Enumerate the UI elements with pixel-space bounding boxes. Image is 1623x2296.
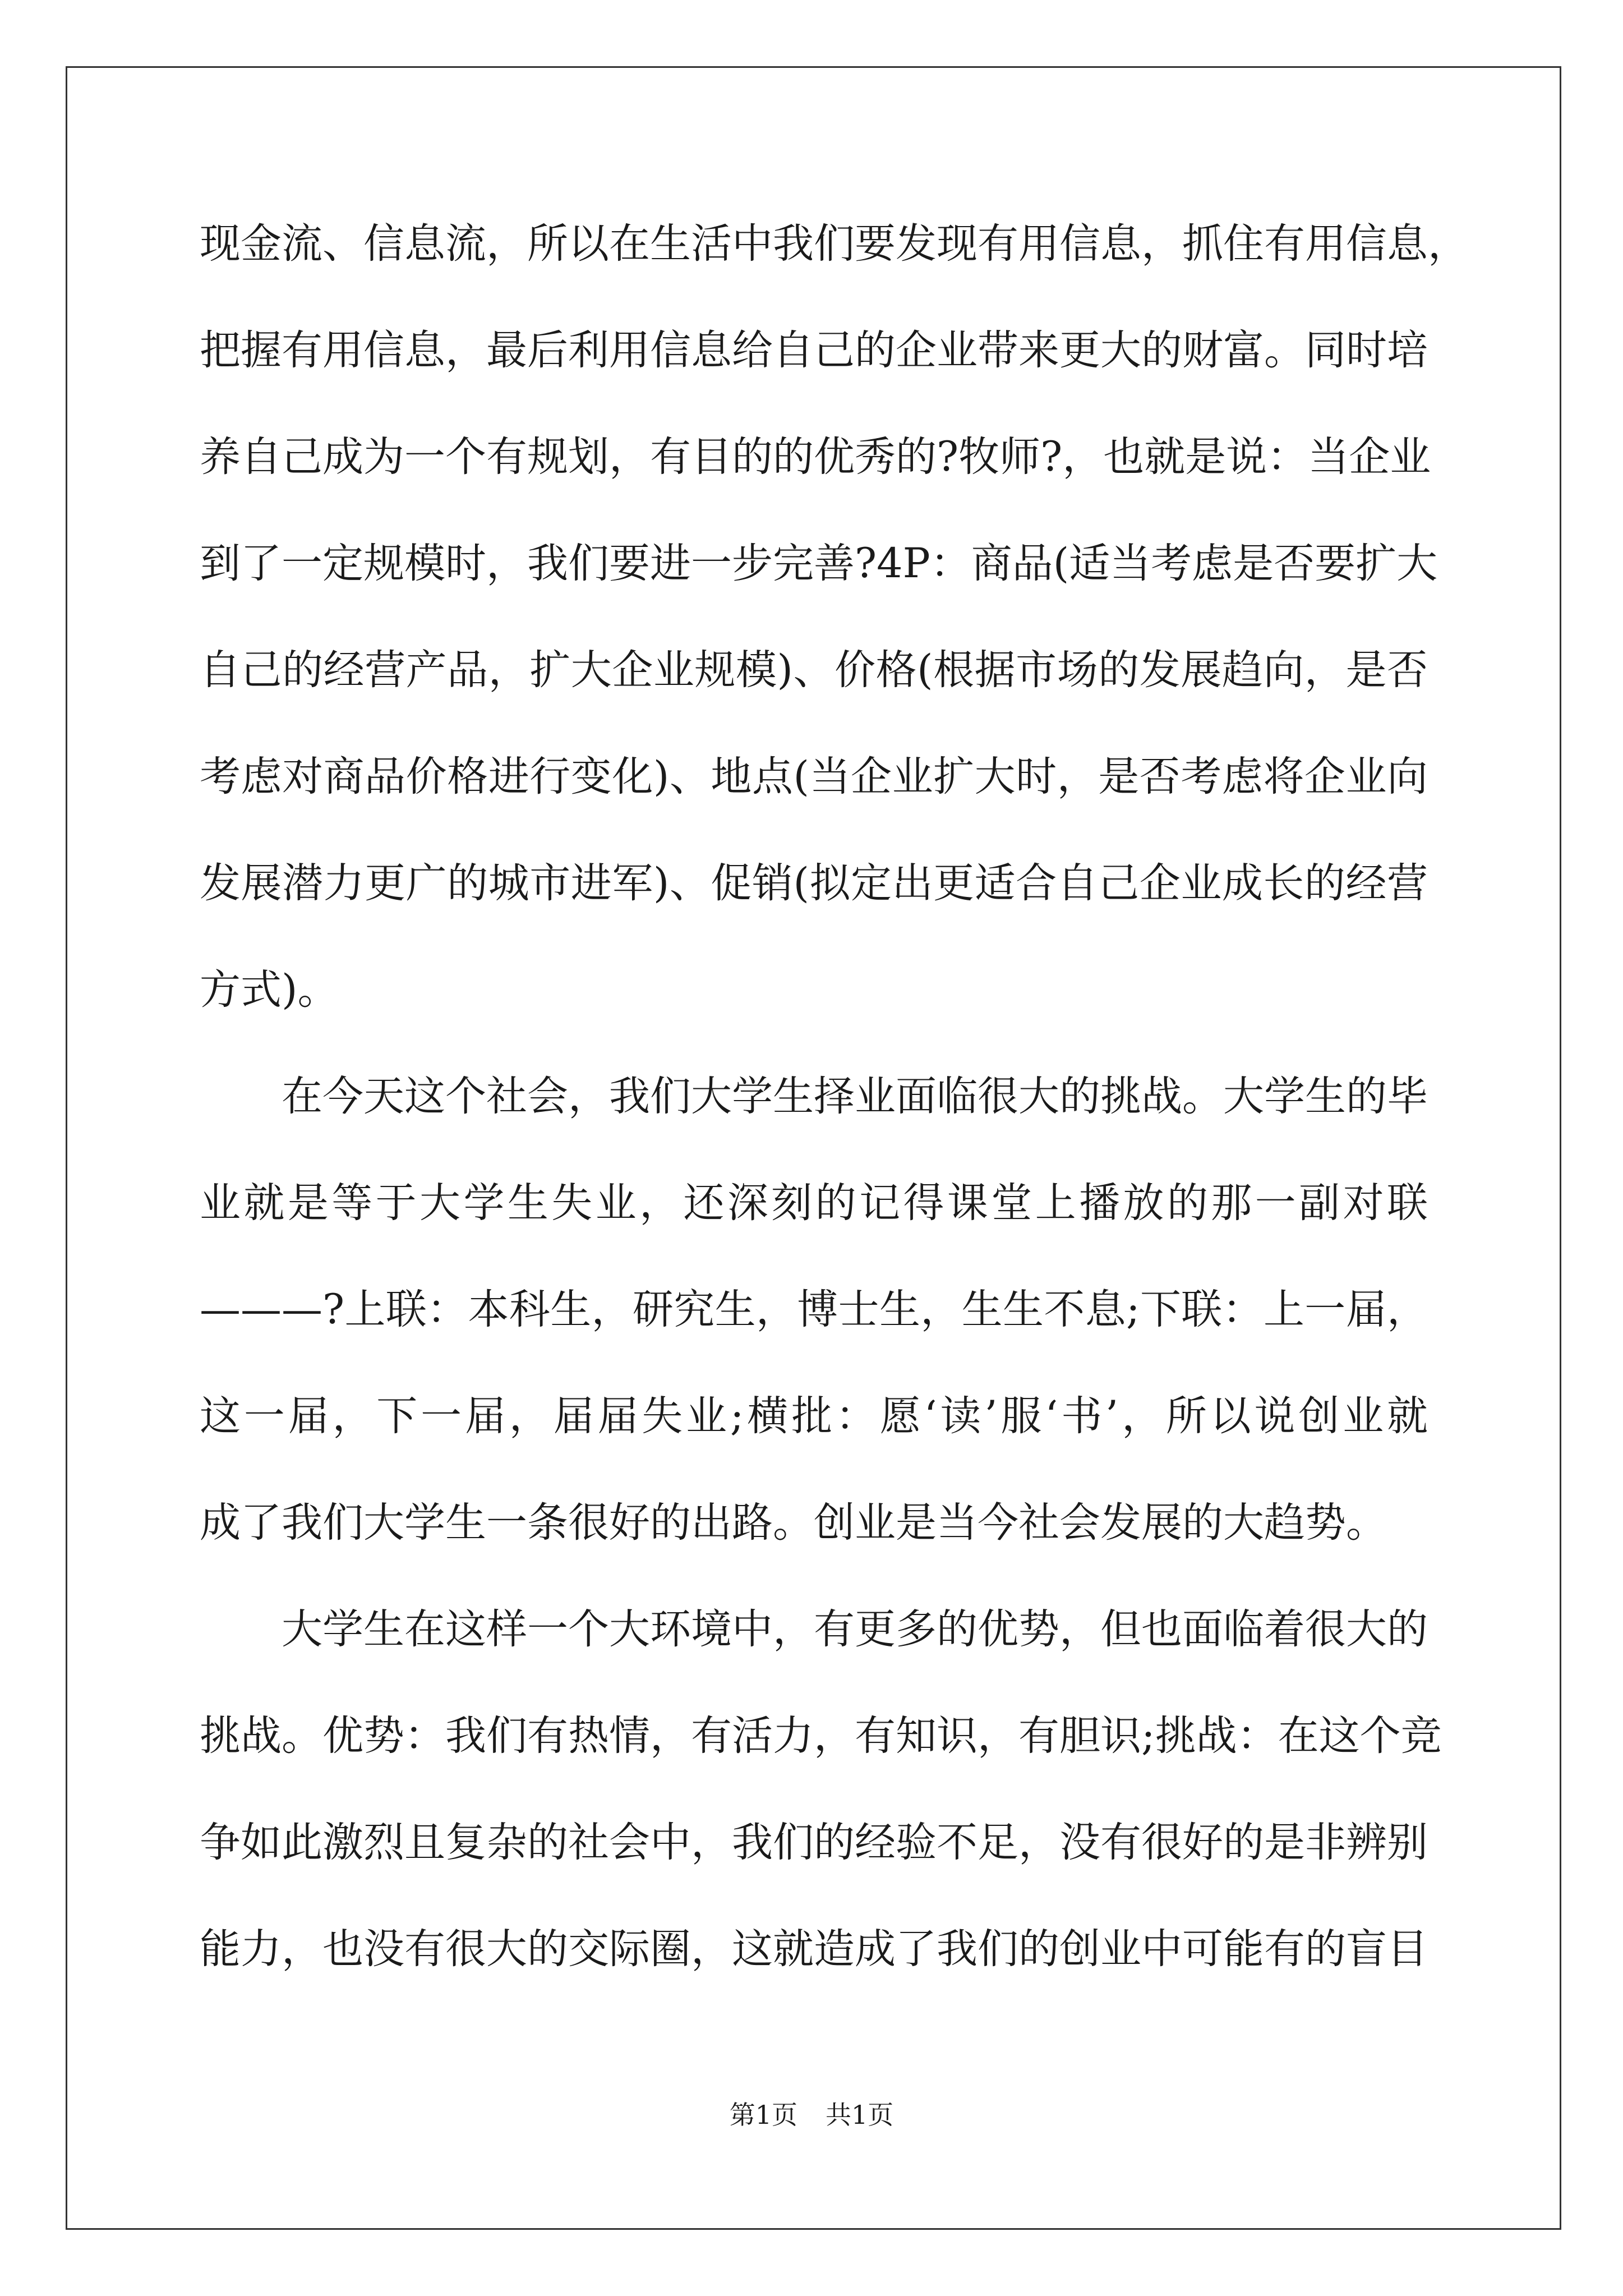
text-line: 在今天这个社会，我们大学生择业面临很大的挑战。大学生的毕: [282, 1073, 1428, 1120]
text-line: 大学生在这样一个大环境中，有更多的优势，但也面临着很大的: [282, 1605, 1428, 1653]
text-line: 到了一定规模时，我们要进一步完善?4P：商品(适当考虑是否要扩大: [200, 540, 1438, 587]
text-line: ———?上联：本科生，研究生，博士生，生生不息;下联：上一届，: [200, 1286, 1428, 1333]
text-line: 成了我们大学生一条很好的出路。创业是当今社会发展的大趋势。: [200, 1499, 1387, 1547]
text-line: 争如此激烈且复杂的社会中，我们的经验不足，没有很好的是非辨别: [200, 1819, 1428, 1866]
text-line: 自己的经营产品，扩大企业规模)、价格(根据市场的发展趋向，是否: [200, 646, 1428, 694]
page-number-current: 第1页: [729, 2100, 797, 2130]
text-line: 发展潜力更广的城市进军)、促销(拟定出更适合自己企业成长的经营: [200, 859, 1428, 907]
text-line: 方式)。: [200, 966, 339, 1014]
text-line: 把握有用信息，最后利用信息给自己的企业带来更大的财富。同时培: [200, 326, 1428, 374]
page-footer: [0, 2098, 1623, 2132]
text-line: 业就是等于大学生失业，还深刻的记得课堂上播放的那一副对联: [200, 1179, 1428, 1227]
text-line: 能力，也没有很大的交际圈，这就造成了我们的创业中可能有的盲目: [200, 1925, 1428, 1973]
document-body: [200, 191, 1469, 2003]
text-line: 现金流、信息流，所以在生活中我们要发现有用信息，抓住有用信息，: [200, 220, 1469, 268]
text-line: 考虑对商品价格进行变化)、地点(当企业扩大时，是否考虑将企业向: [200, 753, 1428, 800]
text-line: 养自己成为一个有规划，有目的的优秀的?牧师?，也就是说：当企业: [200, 433, 1431, 481]
text-line: 这一届，下一届，届届失业;横批：愿‘读’服‘书’，所以说创业就: [200, 1392, 1428, 1440]
text-line: 挑战。优势：我们有热情，有活力，有知识，有胆识;挑战：在这个竞: [200, 1712, 1442, 1760]
page-number-total: 共1页: [826, 2100, 894, 2130]
